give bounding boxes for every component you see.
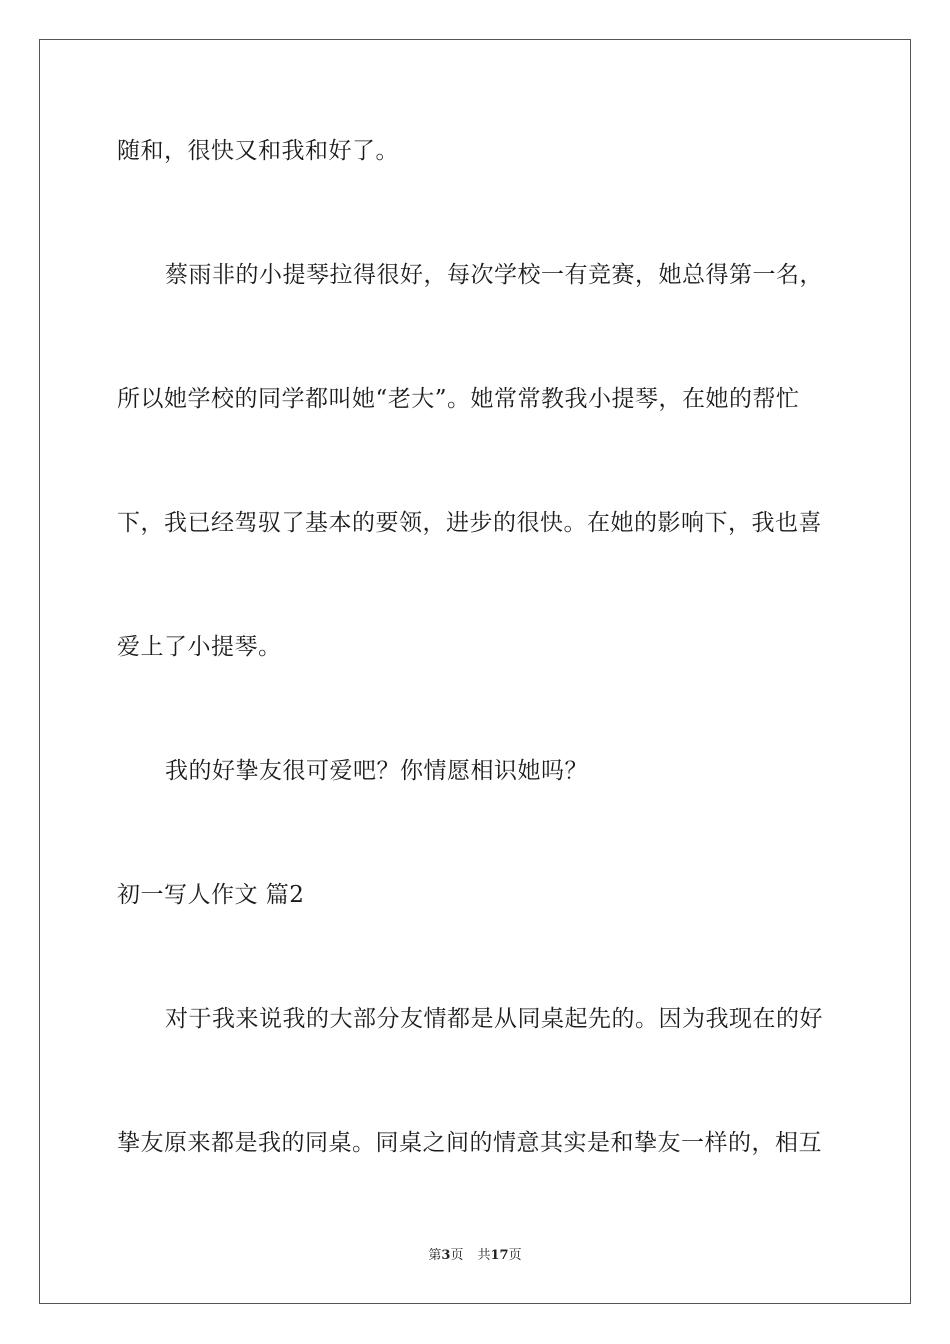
total-suffix: 页 (508, 1248, 522, 1263)
paragraph-3-line-1: 我的好挚友很可爱吧？你情愿相识她吗？ (165, 758, 588, 784)
page-footer (0, 1247, 950, 1265)
page-number: 3 (441, 1248, 451, 1263)
paragraph-4-line-1: 对于我来说我的大部分友情都是从同桌起先的。因为我现在的好 (165, 1006, 823, 1032)
page-border (39, 39, 911, 1304)
section-heading: 初一写人作文 篇2 (117, 882, 305, 908)
total-prefix: 共 (477, 1248, 491, 1263)
paragraph-2-line-2: 所以她学校的同学都叫她“老大”。她常常教我小提琴，在她的帮忙 (117, 386, 800, 412)
total-pages: 17 (490, 1248, 509, 1263)
paragraph-4-line-2: 挚友原来都是我的同桌。同桌之间的情意其实是和挚友一样的，相互 (117, 1130, 822, 1156)
paragraph-2-line-1: 蔡雨非的小提琴拉得很好，每次学校一有竞赛，她总得第一名， (165, 262, 823, 288)
page-prefix: 第 (428, 1248, 442, 1263)
paragraph-2-line-4: 爱上了小提琴。 (117, 634, 282, 660)
body-line-1: 随和，很快又和我和好了。 (117, 138, 399, 164)
page-suffix: 页 (450, 1248, 464, 1263)
paragraph-2-line-3: 下，我已经驾驭了基本的要领，进步的很快。在她的影响下，我也喜 (117, 510, 822, 536)
